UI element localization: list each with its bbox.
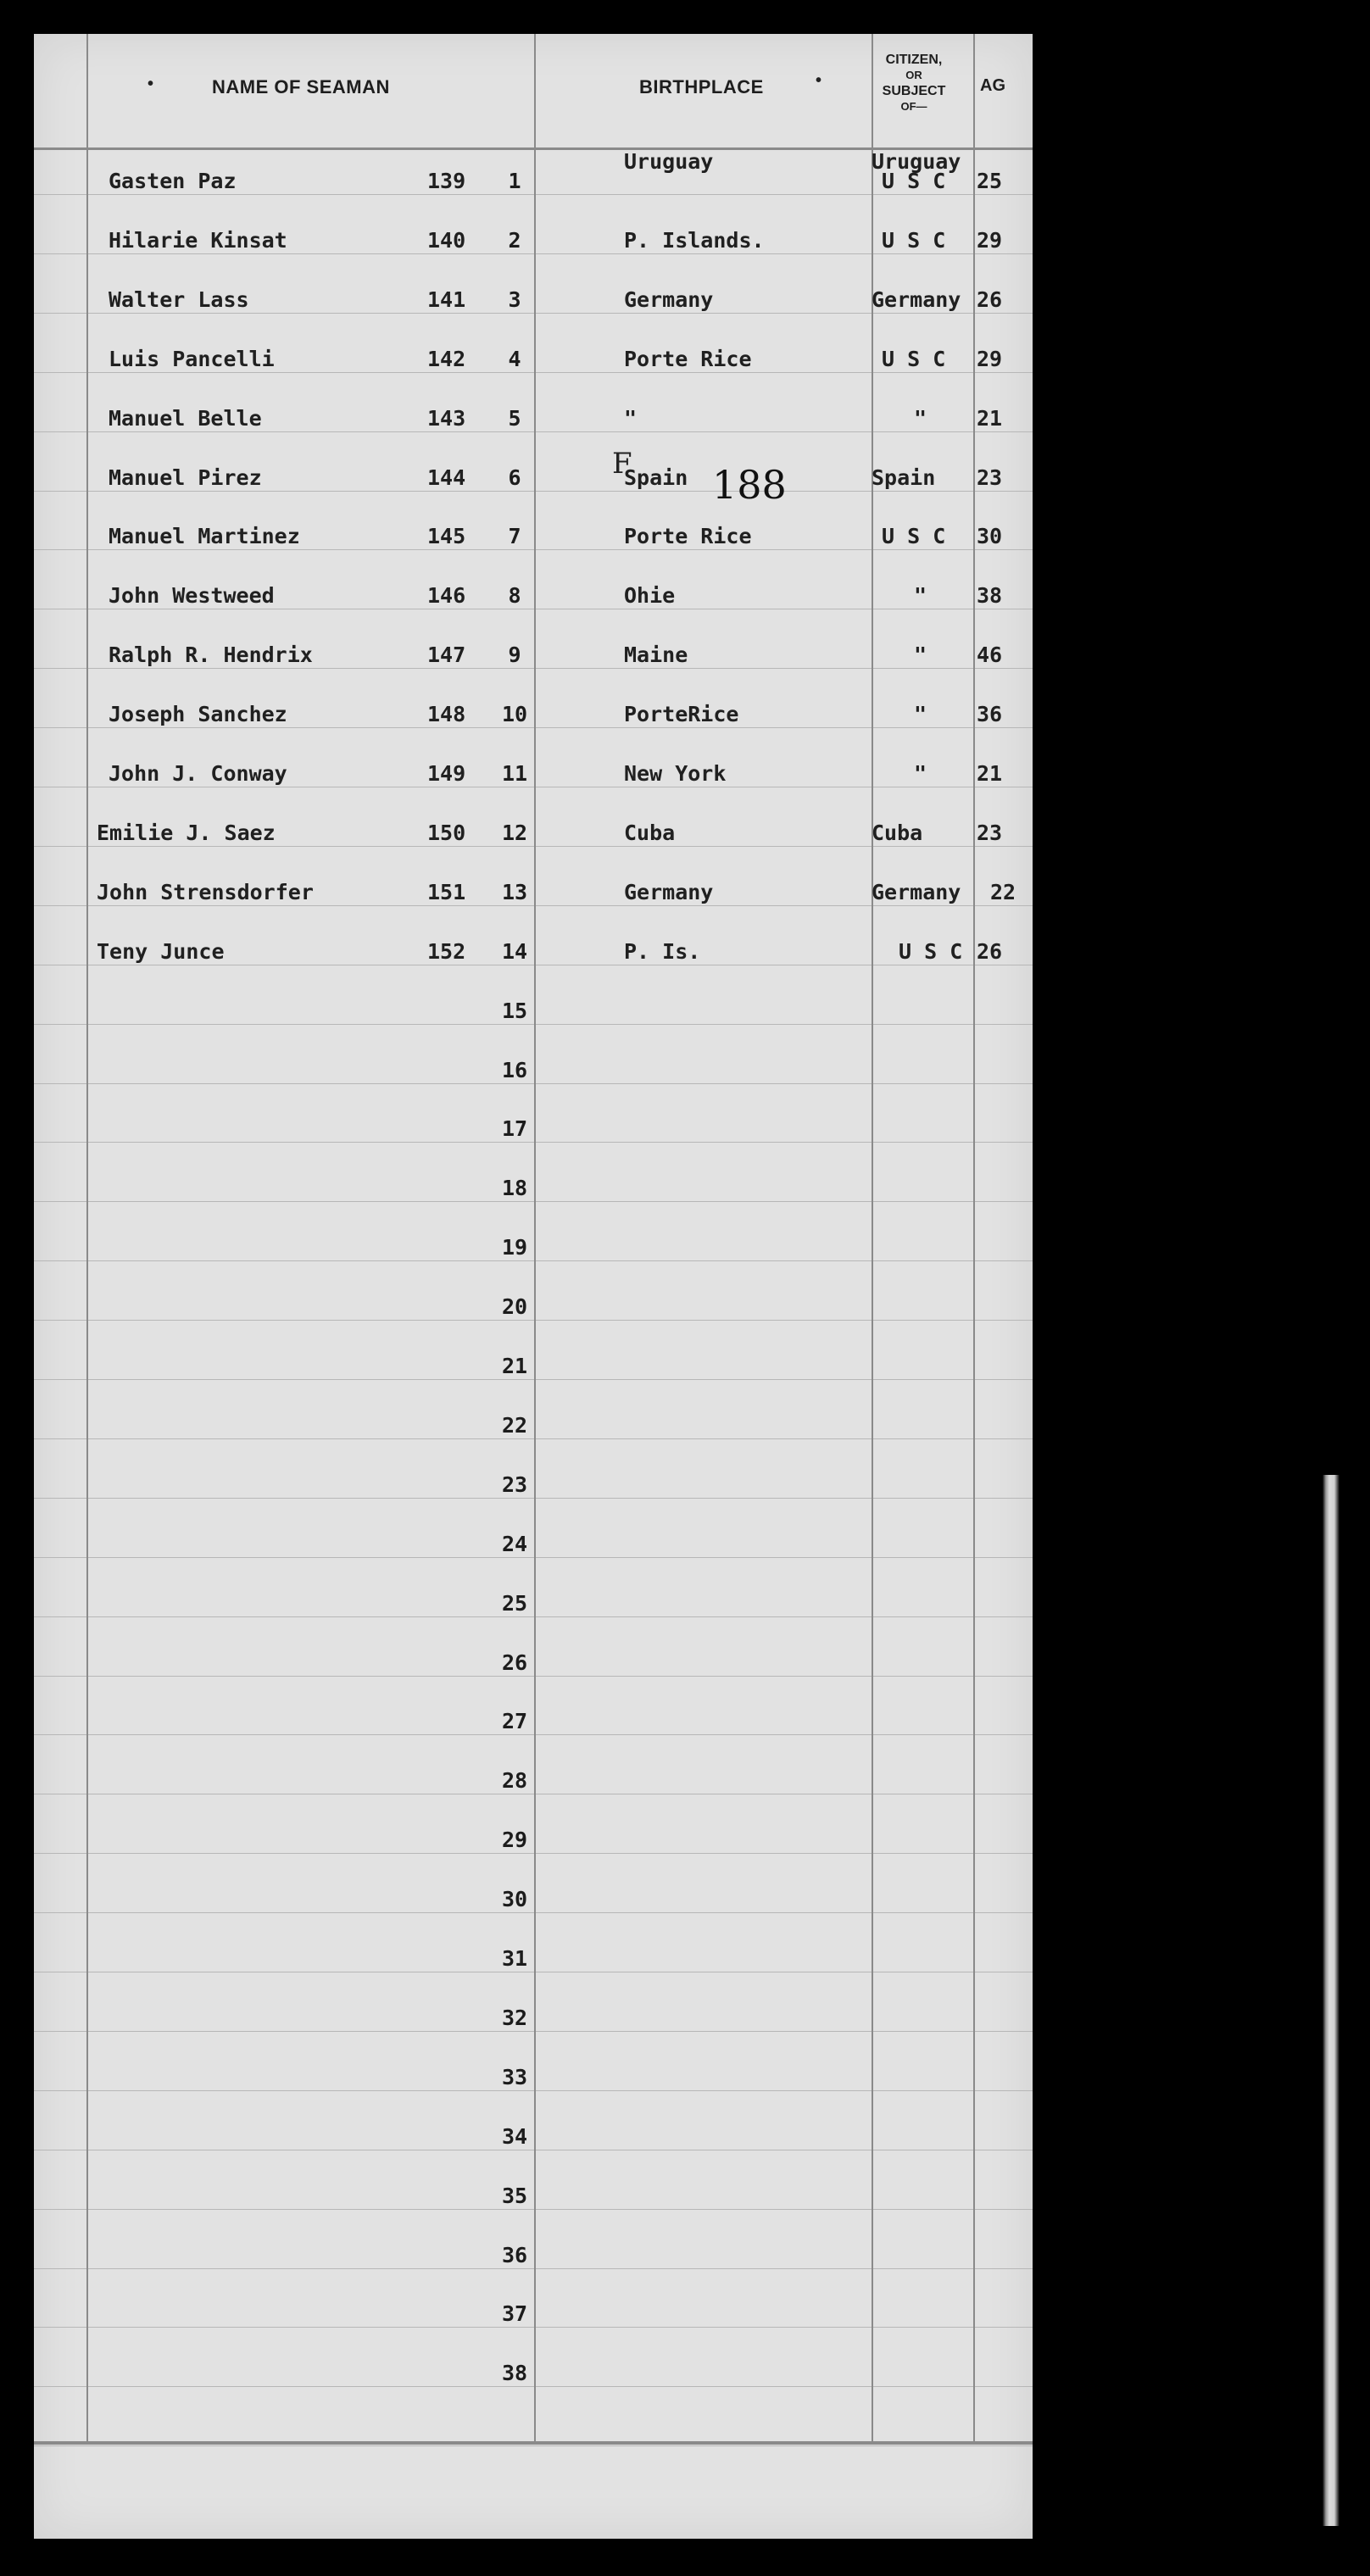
line-number: 16	[501, 1057, 528, 1082]
line-number: 38	[501, 2361, 528, 2386]
grid-line	[34, 905, 1033, 906]
line-number: 7	[508, 524, 521, 549]
birthplace: P. Islands.	[624, 227, 765, 253]
citizenship: U S C	[882, 524, 946, 549]
seaman-number: 141	[427, 287, 466, 312]
birthplace: Porte Rice	[624, 524, 752, 549]
birthplace: Cuba	[624, 820, 676, 845]
citizenship: U S C	[899, 938, 963, 964]
header-citizen-line: OF—	[900, 100, 927, 113]
line-number: 14	[501, 938, 528, 964]
line-number: 15	[501, 998, 528, 1023]
line-number: 33	[501, 2064, 528, 2089]
age: 46	[977, 643, 1003, 668]
age: 23	[977, 465, 1003, 490]
grid-line	[34, 1438, 1033, 1439]
line-number: 3	[508, 287, 521, 312]
age: 22	[990, 879, 1016, 904]
age: 36	[977, 702, 1003, 727]
header-citizen-line: CITIZEN,	[885, 53, 943, 67]
header-mark: •	[816, 71, 822, 90]
grid-line	[34, 2209, 1033, 2210]
line-number: 35	[501, 2183, 528, 2208]
bottom-margin	[34, 2441, 1033, 2542]
stamped-page-number: 188	[712, 462, 787, 508]
grid-line	[34, 1142, 1033, 1143]
line-number: 24	[501, 1531, 528, 1556]
citizenship: "	[914, 761, 927, 786]
table-header	[34, 34, 1033, 150]
birthplace: Ohie	[624, 583, 676, 609]
seaman-number: 149	[427, 761, 466, 786]
line-number: 23	[501, 1472, 528, 1497]
seaman-name: John J. Conway	[109, 761, 287, 786]
grid-line	[34, 313, 1033, 314]
line-number: 8	[508, 583, 521, 609]
line-number: 29	[501, 1828, 528, 1853]
seaman-name: Manuel Martinez	[109, 524, 300, 549]
seaman-number: 146	[427, 583, 466, 609]
seaman-name: Joseph Sanchez	[109, 702, 287, 727]
grid-line	[34, 2327, 1033, 2328]
line-number: 10	[501, 702, 528, 727]
line-number: 22	[501, 1412, 528, 1438]
age: 29	[977, 227, 1003, 253]
citizenship: "	[914, 405, 927, 431]
carry-over-citizen: Uruguay	[872, 149, 961, 174]
header-citizen-line: OR	[905, 69, 922, 81]
seaman-name: Gasten Paz	[109, 169, 237, 193]
grid-line	[34, 2268, 1033, 2269]
age: 21	[977, 761, 1003, 786]
seaman-name: Walter Lass	[109, 287, 249, 312]
line-number: 20	[501, 1294, 528, 1320]
line-number: 30	[501, 1887, 528, 1912]
grid-line	[34, 491, 1033, 492]
grid-line	[34, 549, 1033, 550]
age: 38	[977, 583, 1003, 609]
header-birthplace: BIRTHPLACE	[639, 76, 764, 97]
grid-line	[34, 253, 1033, 254]
line-number: 31	[501, 1946, 528, 1971]
seaman-name: John Westweed	[109, 583, 275, 609]
line-number: 1	[508, 169, 521, 193]
line-number: 12	[501, 820, 528, 845]
line-number: 27	[501, 1709, 528, 1734]
line-number: 37	[501, 2301, 528, 2327]
grid-line	[34, 846, 1033, 847]
line-number: 2	[508, 227, 521, 253]
seaman-name: Teny Junce	[97, 938, 225, 964]
seaman-number: 152	[427, 938, 466, 964]
grid-line	[34, 2090, 1033, 2091]
grid-line	[34, 1616, 1033, 1617]
grid-line	[34, 1379, 1033, 1380]
seaman-name: Hilarie Kinsat	[109, 227, 287, 253]
line-number: 18	[501, 1176, 528, 1201]
citizenship: Germany	[872, 287, 961, 312]
header-citizen-line: SUBJECT	[882, 84, 946, 98]
seaman-number: 150	[427, 820, 466, 845]
line-number: 17	[501, 1116, 528, 1142]
citizenship: "	[914, 702, 927, 727]
seaman-number: 139	[427, 169, 466, 193]
column-divider	[872, 34, 873, 2441]
grid-line	[34, 1024, 1033, 1025]
grid-line	[34, 2031, 1033, 2032]
line-number: 4	[508, 346, 521, 371]
seaman-number: 147	[427, 643, 466, 668]
seaman-number: 143	[427, 405, 466, 431]
age: 26	[977, 287, 1003, 312]
column-divider	[86, 34, 88, 2441]
line-number: 28	[501, 1768, 528, 1794]
seaman-number: 148	[427, 702, 466, 727]
grid-line	[34, 1676, 1033, 1677]
grid-line	[34, 668, 1033, 669]
seaman-name: John Strensdorfer	[97, 879, 314, 904]
age: 23	[977, 820, 1003, 845]
birthplace: P. Is.	[624, 938, 701, 964]
seaman-name: Luis Pancelli	[109, 346, 275, 371]
grid-line	[34, 1912, 1033, 1913]
line-number: 36	[501, 2242, 528, 2267]
citizenship: U S C	[882, 169, 946, 193]
grid-line	[34, 1498, 1033, 1499]
seaman-number: 140	[427, 227, 466, 253]
birthplace: Germany	[624, 879, 714, 904]
line-number: 26	[501, 1650, 528, 1675]
grid-line	[34, 1734, 1033, 1735]
citizenship: U S C	[882, 346, 946, 371]
line-number: 6	[508, 465, 521, 490]
manifest-page	[34, 34, 1033, 2539]
seaman-number: 142	[427, 346, 466, 371]
citizenship: "	[914, 643, 927, 668]
birthplace: Maine	[624, 643, 688, 668]
seaman-name: Manuel Belle	[109, 405, 262, 431]
seaman-number: 144	[427, 465, 466, 490]
header-mark: •	[148, 75, 154, 93]
citizenship: "	[914, 583, 927, 609]
stamp-mark: F	[612, 447, 632, 481]
birthplace: Porte Rice	[624, 346, 752, 371]
age: 30	[977, 524, 1003, 549]
seaman-name: Emilie J. Saez	[97, 820, 276, 845]
grid-line	[34, 2386, 1033, 2387]
citizenship: U S C	[882, 227, 946, 253]
grid-line	[34, 431, 1033, 432]
line-number: 25	[501, 1590, 528, 1616]
line-number: 21	[501, 1354, 528, 1378]
line-number: 34	[501, 2123, 528, 2149]
grid-line	[34, 1201, 1033, 1202]
birthplace: "	[624, 405, 638, 431]
seaman-number: 151	[427, 879, 466, 904]
line-number: 19	[501, 1235, 528, 1260]
citizenship: Germany	[872, 879, 961, 904]
line-number: 13	[501, 879, 528, 904]
header-citizen-or-subject	[872, 51, 956, 114]
seaman-name: Ralph R. Hendrix	[109, 643, 313, 668]
grid-line	[34, 1260, 1033, 1261]
age: 21	[977, 405, 1003, 431]
age: 29	[977, 346, 1003, 371]
carry-over-birthplace: Uruguay	[624, 149, 714, 174]
line-number: 5	[508, 405, 521, 431]
column-divider	[973, 34, 975, 2441]
citizenship: Spain	[872, 465, 936, 490]
scan-edge-strip	[1323, 1475, 1339, 2526]
seaman-number: 145	[427, 524, 466, 549]
grid-line	[34, 727, 1033, 728]
birthplace: Spain	[624, 465, 688, 490]
grid-line	[34, 1557, 1033, 1558]
line-number: 9	[508, 643, 521, 668]
age: 25	[977, 169, 1003, 193]
grid-line	[34, 1853, 1033, 1854]
birthplace: New York	[624, 761, 727, 786]
header-name-of-seaman: NAME OF SEAMAN	[212, 76, 390, 97]
seaman-name: Manuel Pirez	[109, 465, 262, 490]
age: 26	[977, 938, 1003, 964]
grid-line	[34, 372, 1033, 373]
citizenship: Cuba	[872, 820, 923, 845]
line-number: 32	[501, 2005, 528, 2030]
line-number: 11	[501, 761, 528, 786]
grid-line	[34, 1320, 1033, 1321]
header-age: AG	[980, 76, 1005, 95]
grid-line	[34, 194, 1033, 195]
birthplace: Germany	[624, 287, 714, 312]
birthplace: PorteRice	[624, 702, 739, 727]
grid-line	[34, 1083, 1033, 1084]
